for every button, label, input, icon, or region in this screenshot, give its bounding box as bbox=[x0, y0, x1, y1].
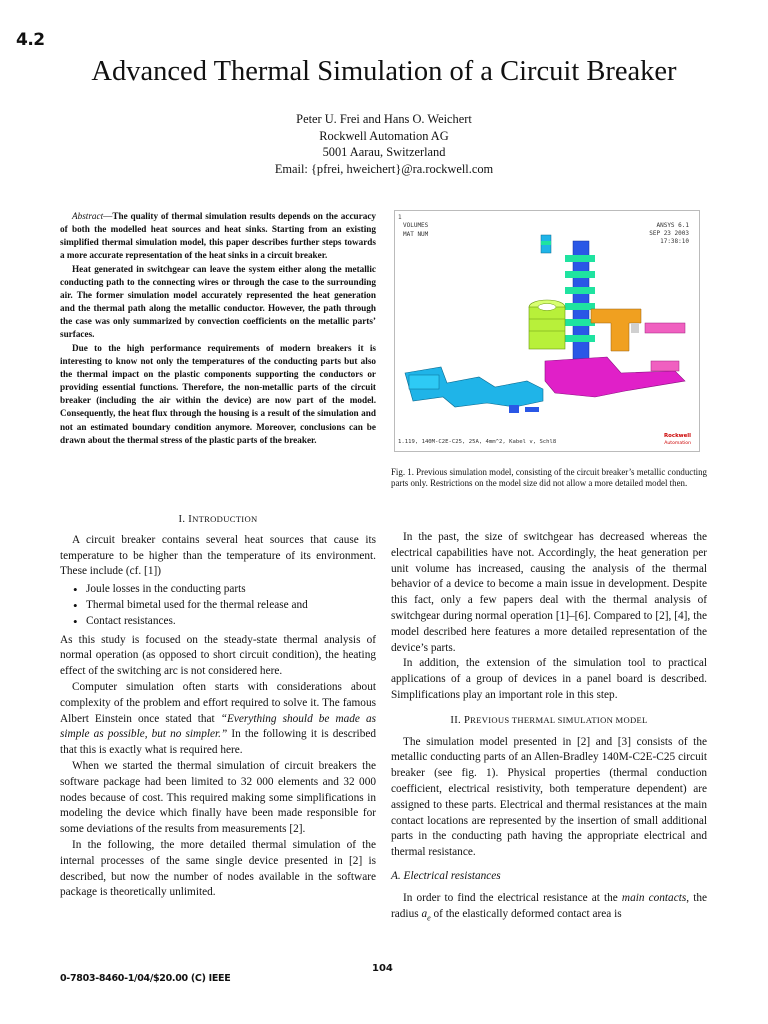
author-email[interactable]: Email: {pfrei, hweichert}@ra.rockwell.com bbox=[274, 161, 494, 176]
intro-paragraph-5: In the following, the more detailed thermal simulation of the internal processes of the same single device presented in [2] is described, but now the number of nodes available in the software package is theoretically unlimited. bbox=[60, 838, 376, 899]
figure-label-time: 17:38:10 bbox=[660, 238, 689, 245]
author-names: Peter U. Frei and Hans O. Weichert bbox=[296, 112, 472, 126]
abstract-paragraph-3: Due to the high performance requirements of modern breakers it is interesting to know not only the temperatures of the conducting parts but also the thermal impact on the plastic components supporting the conductors or providing essential functions. Therefore, the non-metallic parts of the circuit breaker (including the air within the device) are now part of the model. Consequently, the heat flux through the housing is a result of the simulation and not an estimated boundary condition anymore. Moreover, conclusions can be drawn about the thermal stress of the plastic parts of the breaker. bbox=[60, 342, 376, 445]
right-paragraph-3: The simulation model presented in [2] and [3] consists of the metallic conducting parts of an Allen-Bradley 140M-C2E-C25 circuit breaker (see fig. 1). Physical properties (thermal conduction coefficient, electrical resistivity, both temperature dependent) are assigned to these parts. Electrical and thermal resistances at the main contact locations are represented by the insertion of small additional parts in the conducting path having the appropriate electrical and thermal resistance. bbox=[391, 735, 707, 859]
blue-pin-shape bbox=[525, 407, 539, 412]
heat-source-list bbox=[60, 582, 376, 629]
right-paragraph-1: In the past, the size of switchgear has decreased whereas the electrical capabilities have not. Accordingly, the heat generation per unit volume has increased, causing the analysis of the thermal behavior of a device to become a main issue in development. Despite this fact, only a few papers deal with the thermal analysis of switchgear during normal operation [1]–[6]. Compared to [2], [4], the model described here features a more detailed representation of the device’s parts. bbox=[391, 531, 707, 654]
abstract-lead: Abstract bbox=[72, 211, 104, 221]
figure-label-ansys: ANSYS 6.1 bbox=[656, 222, 689, 229]
left-column bbox=[60, 512, 376, 901]
rockwell-logo-text: Rockwell bbox=[664, 433, 691, 439]
pink-terminal-shape bbox=[645, 323, 685, 333]
footer-copyright: 0-7803-8460-1/04/$20.00 (C) IEEE bbox=[60, 973, 231, 984]
cyan-terminal-face bbox=[409, 375, 439, 389]
lime-coil-shape bbox=[529, 300, 565, 349]
paper-title: Advanced Thermal Simulation of a Circuit Breaker bbox=[91, 56, 677, 87]
right-paragraph-4: In order to find the electrical resistance at the main contacts, the radius $a_e$ of the elastically deformed contact area is bbox=[391, 891, 708, 922]
figure-1-simulation-model bbox=[394, 210, 700, 452]
figure-label-volumes: VOLUMES bbox=[403, 222, 429, 229]
page-number: 104 bbox=[372, 963, 393, 974]
figure-label-matnum: MAT NUM bbox=[403, 231, 429, 238]
figure-label-date: SEP 23 2003 bbox=[649, 230, 689, 237]
abstract-paragraph-1: The quality of thermal simulation results depends on the accuracy of both the modelled heat sources and heat sinks. Starting from an existing simplified thermal simulation model, this paper describes further steps towards a more accurate representation of the heat sinks in a circuit breaker. bbox=[60, 211, 376, 261]
figure-label-model: 1.119, 140M-C2E-C25, 25A, 4mm^2, Kabel v, Schl8 bbox=[398, 439, 557, 445]
session-number: 4.2 bbox=[16, 30, 45, 50]
intro-paragraph-4: When we started the thermal simulation of circuit breakers the software package had been limited to 32 000 elements and 32 000 nodes because of cost. This required making some simplifications in modeling the device which finally have been made responsible for some deviations of the results from measurements [2]. bbox=[60, 759, 376, 836]
automation-logo-text: Automation bbox=[664, 441, 691, 446]
author-affiliation: Rockwell Automation AG bbox=[319, 128, 449, 143]
orange-bracket-screw bbox=[631, 323, 639, 333]
figure-1-caption: Fig. 1. Previous simulation model, consisting of the circuit breaker’s metallic conducting parts only. Restrictions on the model size did not allow a more detailed model then. bbox=[391, 467, 707, 489]
intro-paragraph-3: Computer simulation often starts with considerations about complexity of the problem and effort required to solve it. The famous Albert Einstein once stated that “Everything should be made as simple as possible, but no simpler.” In the following it is described that this is exactly what is required here. bbox=[60, 680, 377, 757]
list-item: • Joule losses in the conducting parts bbox=[86, 582, 376, 598]
subsection-heading-electrical-resistances: A. Electrical resistances bbox=[391, 869, 501, 882]
small-part-band bbox=[541, 241, 551, 245]
list-item: • Thermal bimetal used for the thermal release and bbox=[86, 598, 376, 614]
abstract-paragraph-2: Heat generated in switchgear can leave the system either along the metallic conducting path to the connecting wires or through the case to the surrounding air. The former simulation model accurately represented the heat generation and the thermal path along the metallic conductor. However, the path through the case was only summarized by convection coefficients on the metallic parts’ surfaces. bbox=[60, 263, 376, 340]
einstein-quote: “Everything should be made as simple as possible, but no simpler.” bbox=[60, 712, 377, 741]
section-heading-introduction: I. INTRODUCTION bbox=[178, 514, 258, 525]
list-item: • Contact resistances. bbox=[86, 614, 376, 630]
section-heading-previous-model: II. PREVIOUS THERMAL SIMULATION MODEL bbox=[450, 714, 648, 726]
blue-pin-shape bbox=[509, 405, 519, 413]
intro-paragraph-1: A circuit breaker contains several heat sources that cause its temperature to be higher than the temperature of its environment. These include (cf. [1]) bbox=[60, 533, 376, 578]
right-column bbox=[391, 530, 707, 926]
abstract-dash: — bbox=[103, 211, 113, 221]
author-block bbox=[0, 111, 768, 177]
figure-marker: 1 bbox=[398, 214, 402, 221]
intro-paragraph-2: As this study is focused on the steady-state thermal analysis of normal operation (as opposed to short circuit condition), the heating effect of the switching arc is not considered here. bbox=[60, 633, 376, 678]
magenta-terminal-shape bbox=[651, 361, 679, 371]
abstract bbox=[60, 210, 376, 447]
right-paragraph-2: In addition, the extension of the simulation tool to practical applications of a group of devices in a panel board is described. Simplifications play an important role in this step. bbox=[391, 657, 707, 701]
author-address: 5001 Aarau, Switzerland bbox=[322, 145, 446, 159]
